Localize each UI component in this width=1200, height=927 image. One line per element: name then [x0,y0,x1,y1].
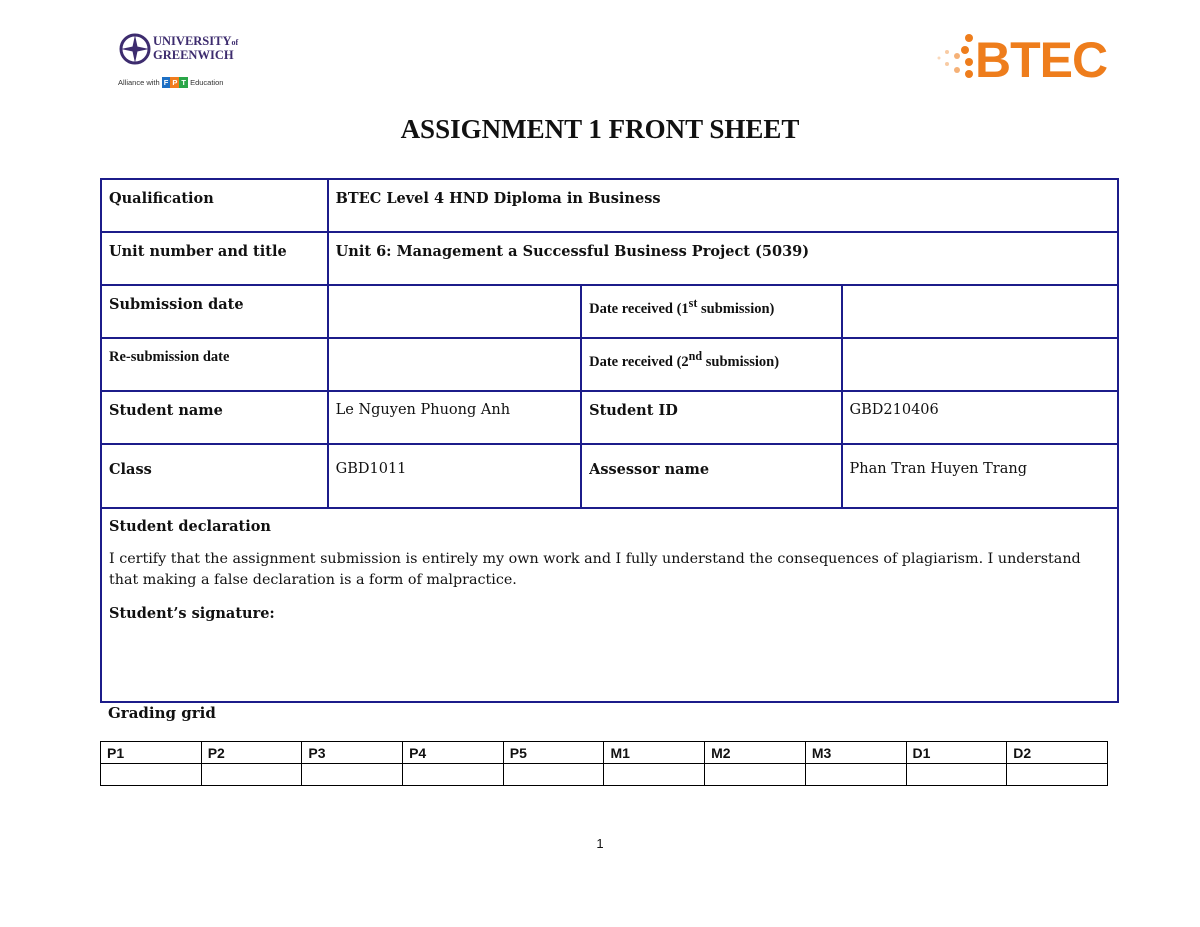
grade-cell[interactable] [705,764,806,786]
grade-header-p1: P1 [101,742,202,764]
assessor-value[interactable]: Phan Tran Huyen Trang [842,444,1118,508]
resubmission-date-label: Re-submission date [101,338,328,391]
signature-area[interactable] [109,622,1110,670]
resubmission-date-value[interactable] [328,338,581,391]
dots-icon [935,30,979,90]
signature-label: Student’s signature: [109,605,275,622]
grade-cell[interactable] [503,764,604,786]
qualification-value: BTEC Level 4 HND Diploma in Business [328,179,1118,232]
date-received-1-tail: submission) [697,300,775,317]
grade-header-d1: D1 [906,742,1007,764]
student-id-label: Student ID [581,391,841,444]
grade-cell[interactable] [906,764,1007,786]
grade-header-m1: M1 [604,742,705,764]
grade-cell[interactable] [201,764,302,786]
btec-logo [935,30,1125,90]
student-name-value[interactable]: Le Nguyen Phuong Anh [328,391,581,444]
assessor-label: Assessor name [581,444,841,508]
grade-cell[interactable] [101,764,202,786]
grading-grid [100,741,1108,786]
unit-label: Unit number and title [101,232,328,285]
page-number: 1 [596,836,604,851]
grading-grid-heading: Grading grid [108,704,216,722]
page-title: ASSIGNMENT 1 FRONT SHEET [400,114,800,144]
grade-header-p5: P5 [503,742,604,764]
date-received-2-text: Date received (2 [589,353,689,370]
grade-cell[interactable] [604,764,705,786]
grade-header-m3: M3 [805,742,906,764]
qualification-label: Qualification [101,179,328,232]
student-name-label: Student name [101,391,328,444]
grade-header-p3: P3 [302,742,403,764]
date-received-2-sup: nd [688,349,703,363]
grade-header-m2: M2 [705,742,806,764]
grade-cell[interactable] [302,764,403,786]
grade-cell[interactable] [403,764,504,786]
student-declaration [101,508,1118,702]
unit-value: Unit 6: Management a Successful Business Project (5039) [328,232,1118,285]
grade-header-p2: P2 [201,742,302,764]
date-received-1-value[interactable] [842,285,1118,338]
grade-header-d2: D2 [1007,742,1108,764]
greenwich-logo: UNIVERSITYof GREENWICH Alliance with F P T Education [118,34,239,87]
date-received-2-tail: submission) [702,353,780,370]
front-sheet-table [100,178,1119,703]
date-received-1-sup: st [688,296,698,310]
submission-date-value[interactable] [328,285,581,338]
grade-cell[interactable] [805,764,906,786]
btec-wordmark: BTEC [975,32,1108,88]
declaration-heading: Student declaration [109,518,271,535]
date-received-1-label [581,285,841,338]
class-value[interactable]: GBD1011 [328,444,581,508]
date-received-2-value[interactable] [842,338,1118,391]
date-received-1-text: Date received (1 [589,300,689,317]
compass-icon [118,32,152,66]
grade-header-p4: P4 [403,742,504,764]
date-received-2-label [581,338,841,391]
student-id-value[interactable]: GBD210406 [842,391,1118,444]
grade-cell[interactable] [1007,764,1108,786]
submission-date-label: Submission date [101,285,328,338]
declaration-text: I certify that the assignment submission is entirely my own work and I fully understand the consequences of plagiarism. I understand that making a false declaration is a form of malpractice. [109,551,1081,588]
class-label: Class [101,444,328,508]
